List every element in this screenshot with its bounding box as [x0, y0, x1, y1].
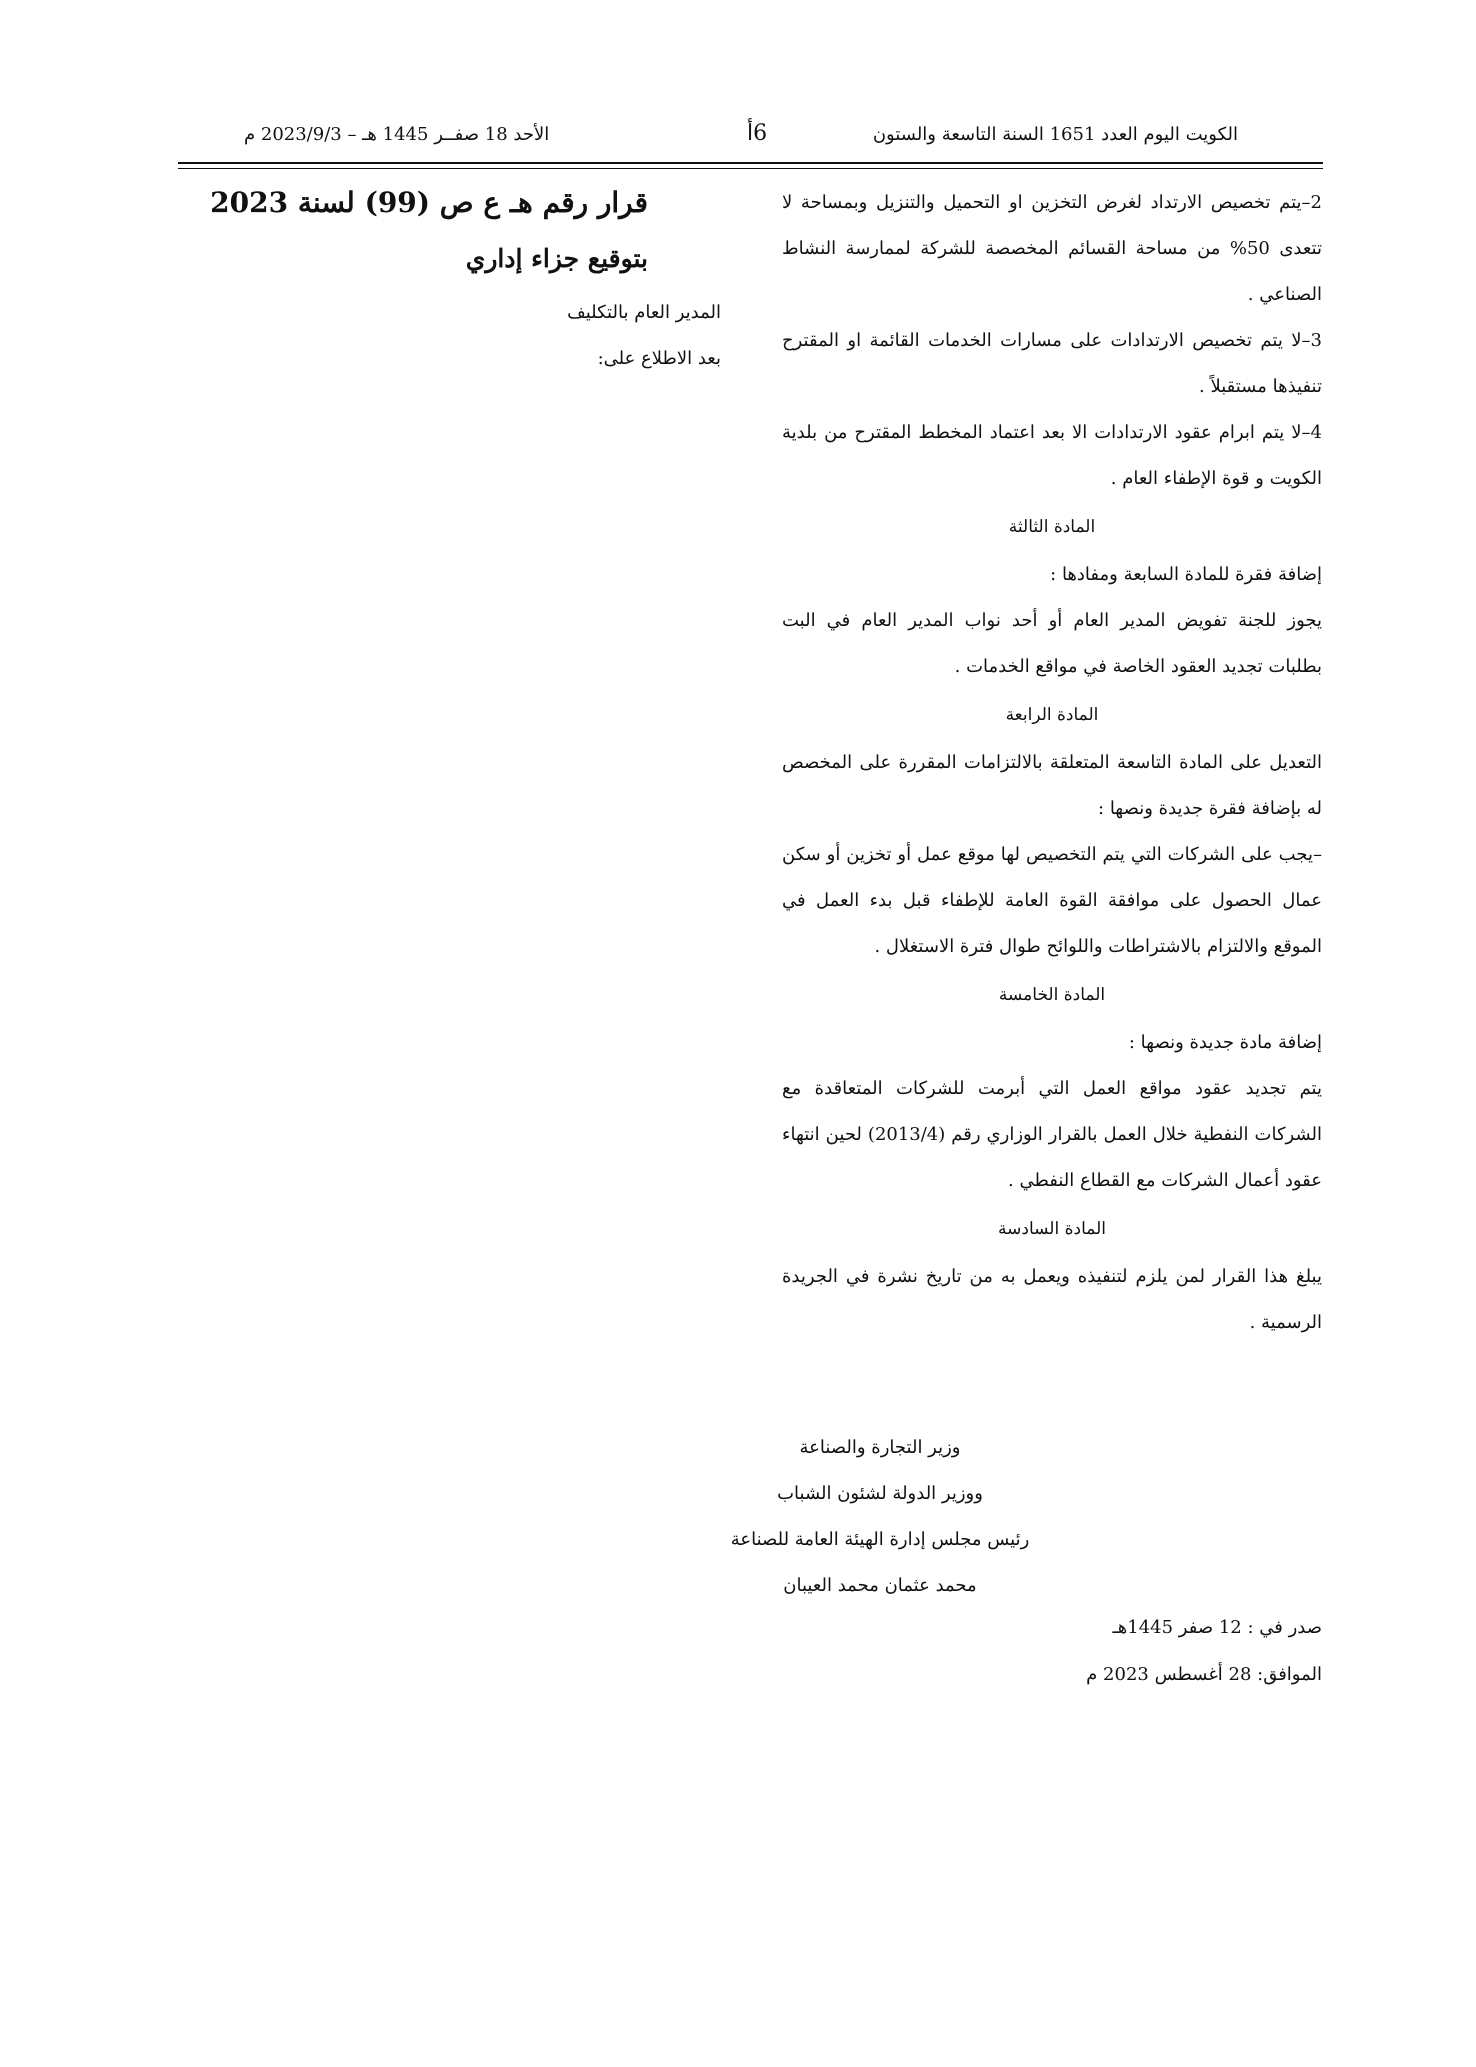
decision-subtitle: بتوقيع جزاء إداري: [465, 244, 648, 273]
article-5-text: يتم تجديد عقود مواقع العمل التي أبرمت للشركات المتعاقدة مع الشركات النفطية خلال العمل بالقرار الوزاري رقم (2013/4) لحين انتهاء عقود أعمال الشركات مع القطاع النفطي .: [782, 1078, 1322, 1191]
article-5-intro: إضافة مادة جديدة ونصها :: [1128, 1032, 1322, 1053]
issued-gregorian-date: الموافق: 28 أغسطس 2023 م: [1086, 1664, 1322, 1685]
issued-hijri-date: صدر في : 12 صفر 1445هـ: [1112, 1617, 1322, 1638]
decision-preamble: بعد الاطلاع على:: [597, 348, 721, 369]
article-4-heading: المادة الرابعة: [1005, 705, 1099, 725]
article-6-text: يبلغ هذا القرار لمن يلزم لتنفيذه ويعمل به من تاريخ نشرة في الجريدة الرسمية .: [782, 1266, 1322, 1333]
decision-title: قرار رقم هـ ع ص (99) لسنة 2023: [210, 186, 648, 219]
signature-line-name: محمد عثمان محمد العيبان: [783, 1575, 977, 1596]
decision-issuer: المدير العام بالتكليف: [567, 302, 721, 323]
paragraph-item-2: 2–يتم تخصيص الارتداد لغرض التخزين او التحميل والتنزيل وبمساحة لا تتعدى 50% من مساحة القسائم المخصصة للشركة لممارسة النشاط الصناعي .: [782, 192, 1322, 305]
paragraph-item-3: 3–لا يتم تخصيص الارتدادات على مسارات الخدمات القائمة او المقترح تنفيذها مستقبلاً .: [782, 330, 1322, 397]
signature-block: [700, 1425, 1060, 1609]
signature-line-chairman: رئيس مجلس إدارة الهيئة العامة للصناعة: [730, 1529, 1030, 1550]
header-issue-info: الكويت اليوم العدد 1651 السنة التاسعة والستون: [872, 124, 1238, 145]
article-3-intro: إضافة فقرة للمادة السابعة ومفادها :: [1050, 564, 1322, 585]
article-3-heading: المادة الثالثة: [1008, 517, 1096, 537]
right-column: [782, 180, 1322, 1346]
signature-line-youth: ووزير الدولة لشئون الشباب: [777, 1483, 983, 1504]
header-rule-thick: [178, 162, 1323, 164]
article-5-heading: المادة الخامسة: [998, 985, 1106, 1005]
article-4-text: –يجب على الشركات التي يتم التخصيص لها موقع عمل أو تخزين أو سكن عمال الحصول على موافقة القوة العامة للإطفاء قبل بدء العمل في الموقع والالتزام بالاشتراطات واللوائح طوال فترة الاستغلال .: [782, 844, 1322, 957]
signature-line-minister: وزير التجارة والصناعة: [799, 1437, 961, 1458]
article-6-heading: المادة السادسة: [998, 1219, 1106, 1239]
article-3-text: يجوز للجنة تفويض المدير العام أو أحد نواب المدير العام في البت بطلبات تجديد العقود الخاصة في مواقع الخدمات .: [782, 610, 1322, 677]
article-4-intro: التعديل على المادة التاسعة المتعلقة بالالتزامات المقررة على المخصص له بإضافة فقرة جديدة ونصها :: [782, 752, 1322, 819]
header-page-number: 6أ: [747, 121, 768, 146]
paragraph-item-4: 4–لا يتم ابرام عقود الارتدادات الا بعد اعتماد المخطط المقترح من بلدية الكويت و قوة الإطفاء العام .: [782, 422, 1322, 489]
header-date: الأحد 18 صفــر 1445 هـ – 2023/9/3 م: [244, 124, 550, 145]
header-rule-thin: [178, 168, 1323, 169]
